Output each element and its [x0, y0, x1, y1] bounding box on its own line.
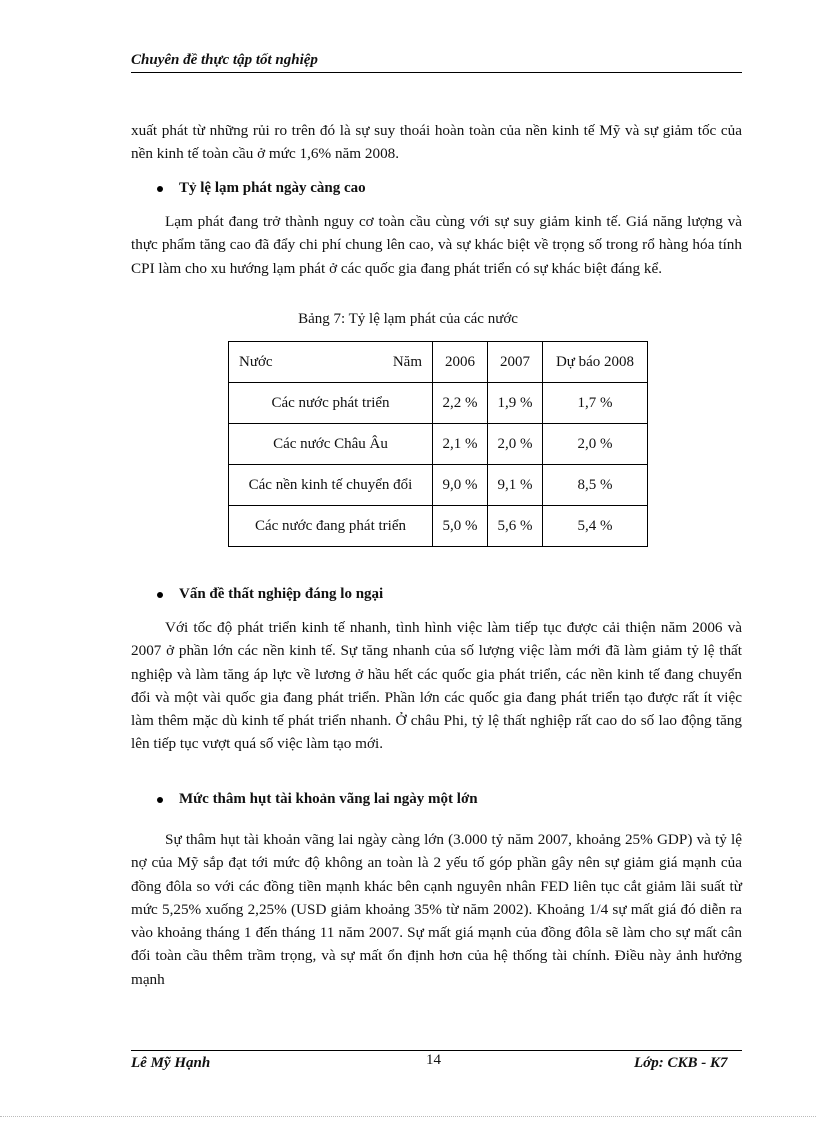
table-cell: 9,1 %	[488, 465, 543, 506]
table-cell: 5,6 %	[488, 506, 543, 547]
table-cell: Các nước đang phát triển	[229, 506, 433, 547]
bullet-inflation-label: Tỷ lệ lạm phát ngày càng cao	[179, 180, 366, 196]
footer-class: Lớp: CKB - K7	[634, 1055, 728, 1071]
table-cell: Các nền kinh tế chuyển đổi	[229, 465, 433, 506]
table-cell: Các nước Châu Âu	[229, 424, 433, 465]
bullet-current-account-label: Mức thâm hụt tài khoản vãng lai ngày một lớn	[179, 791, 478, 807]
header-year-label: Năm	[392, 353, 422, 370]
table-row	[229, 424, 648, 465]
table-cell: 2,0 %	[543, 424, 648, 465]
footer-rule	[131, 1050, 742, 1051]
paragraph-intro: xuất phát từ những rủi ro trên đó là sự suy thoái hoàn toàn của nền kinh tế Mỹ và sự giảm tốc của nền kinh tế toàn cầu ở mức 1,6% năm 2008.	[131, 122, 742, 163]
table-cell: 2,1 %	[433, 424, 488, 465]
table-header-corner	[229, 342, 433, 383]
table-header-cell: 2007	[488, 342, 543, 383]
page-header-title: Chuyên đề thực tập tốt nghiệp	[131, 52, 318, 68]
table-header-row	[229, 342, 648, 383]
bullet-dot-icon	[157, 797, 163, 803]
paragraph-current-account: Sự thâm hụt tài khoản vãng lai ngày càng lớn (3.000 tỷ năm 2007, khoảng 25% GDP) và tỷ lệ nợ của Mỹ sắp đạt tới mức độ không an toàn là 2 yếu tố góp phần gây nên sự giảm giá mạnh của đồng đôla so với các đồng tiền mạnh khác bên cạnh nguyên nhân FED liên tục cắt giảm lãi suất từ mức 5,25% xuống 2,25% (USD giảm khoảng 35% từ năm 2002). Khoảng 1/4 sự mất giá đó diễn ra vào khoảng tháng 1 đến tháng 11 năm 2007. Sự mất giá mạnh của đồng đôla sẽ làm cho sự mất cân đối toàn cầu thêm trầm trọng, và sự mất ổn định hơn của hệ thống tài chính. Điều này ảnh hưởng mạnh	[131, 831, 742, 988]
table-cell: Các nước phát triển	[229, 383, 433, 424]
table-cell: 1,7 %	[543, 383, 648, 424]
table-caption: Bảng 7: Tỷ lệ lạm phát của các nước	[298, 311, 518, 327]
bullet-dot-icon	[157, 186, 163, 192]
table-row	[229, 465, 648, 506]
table-header-cell: Dự báo 2008	[543, 342, 648, 383]
paragraph-inflation: Lạm phát đang trở thành nguy cơ toàn cầu cùng với sự suy giảm kinh tế. Giá năng lượng và thực phẩm tăng cao đã đẩy chi phí chung lên cao, và sự khác biệt về trọng số trong rổ hàng hóa tính CPI làm cho xu hướng lạm phát ở các quốc gia đang phát triển có sự khác biệt đáng kể.	[131, 213, 742, 277]
table-cell: 1,9 %	[488, 383, 543, 424]
table-cell: 9,0 %	[433, 465, 488, 506]
table-cell: 5,4 %	[543, 506, 648, 547]
inflation-table	[228, 341, 648, 547]
footer-page-number: 14	[426, 1052, 441, 1068]
bullet-unemployment-label: Vấn đề thất nghiệp đáng lo ngại	[179, 586, 384, 602]
bullet-dot-icon	[157, 592, 163, 598]
table-header-cell: 2006	[433, 342, 488, 383]
table-cell: 2,2 %	[433, 383, 488, 424]
footer-author: Lê Mỹ Hạnh	[131, 1055, 211, 1071]
table-cell: 2,0 %	[488, 424, 543, 465]
table-cell: 5,0 %	[433, 506, 488, 547]
header-country-label: Nước	[239, 353, 273, 370]
page-bottom-dotted-border	[0, 1116, 816, 1117]
table-row	[229, 506, 648, 547]
table-row	[229, 383, 648, 424]
table-cell: 8,5 %	[543, 465, 648, 506]
header-rule	[131, 72, 742, 73]
paragraph-unemployment: Với tốc độ phát triển kinh tế nhanh, tình hình việc làm tiếp tục được cải thiện năm 2006 và 2007 ở phần lớn các nền kinh tế. Sự tăng nhanh của số lượng việc làm mới đã làm giảm tỷ lệ thất nghiệp và làm tăng áp lực về lương ở hầu hết các quốc gia phát triển, các nền kinh tế đang chuyển đổi và một vài quốc gia đang phát triển. Phần lớn các quốc gia đang phát triển tạo được rất ít việc làm thêm mặc dù kinh tế phát triển nhanh. Ở châu Phi, tỷ lệ thất nghiệp rất cao do số lao động tăng lên tiếp tục vượt quá số việc làm tạo mới.	[131, 619, 742, 753]
